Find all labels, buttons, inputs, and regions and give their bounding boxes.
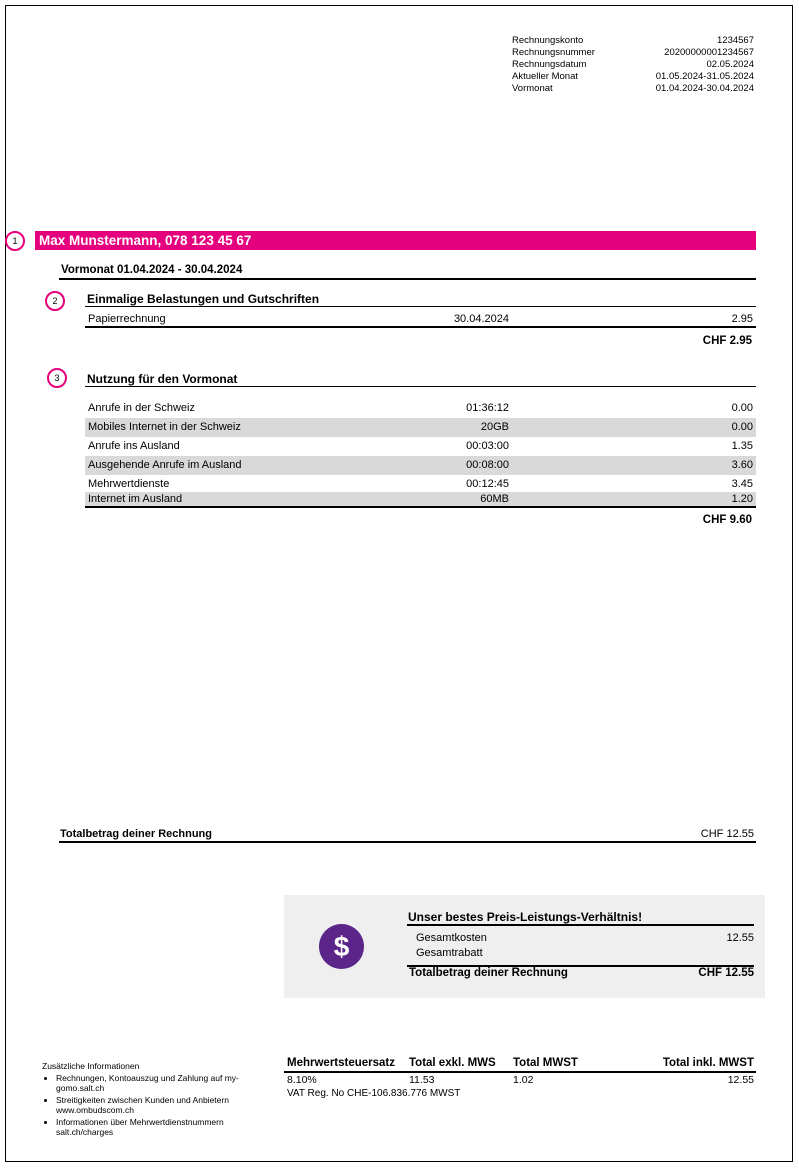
promo-total: Totalbetrag deiner Rechnung CHF 12.55 xyxy=(409,967,754,979)
section-usage-rule xyxy=(85,386,756,387)
footer-info-item: • Rechnungen, Kontoauszug und Zahlung auf my-gomo.salt.ch xyxy=(56,1073,272,1094)
marker-3: 3 xyxy=(47,368,67,388)
section-one-time-rule xyxy=(85,306,756,307)
customer-bar: Max Munstermann, 078 123 45 67 xyxy=(35,231,756,250)
info-row-previous-month: Vormonat 01.04.2024-30.04.2024 xyxy=(512,83,754,94)
section-usage-total: CHF 9.60 xyxy=(702,514,752,526)
vat-rule xyxy=(284,1071,756,1073)
info-row-number: Rechnungsnummer 20200000001234567 xyxy=(512,47,754,58)
promo-row-discount: Gesamtrabatt xyxy=(416,947,483,959)
vat-header: Mehrwertsteuersatz Total exkl. MWS Total MWST Total inkl. MWST xyxy=(287,1057,754,1069)
period-rule xyxy=(59,278,756,280)
footer-info xyxy=(42,1061,272,1139)
footer-info-item: • Informationen über Mehrwertdienstnummern salt.ch/charges xyxy=(56,1117,272,1138)
grand-total-rule xyxy=(59,841,756,843)
section-usage-title: Nutzung für den Vormonat xyxy=(87,372,238,386)
info-row-date: Rechnungsdatum 02.05.2024 xyxy=(512,59,754,70)
section-one-time-total: CHF 2.95 xyxy=(702,335,752,347)
promo-row-costs: Gesamtkosten 12.55 xyxy=(416,932,754,944)
info-row-account: Rechnungskonto 1234567 xyxy=(512,35,754,46)
grand-total-label: Totalbetrag deiner Rechnung xyxy=(60,828,212,840)
table-row: Internet im Ausland 60MB 1.20 xyxy=(85,492,756,506)
marker-1: 1 xyxy=(5,231,25,251)
section-usage-bottom-rule xyxy=(85,506,756,508)
table-row: Ausgehende Anrufe im Ausland 00:08:00 3.60 xyxy=(85,456,756,475)
table-row: Anrufe ins Ausland 00:03:00 1.35 xyxy=(88,440,753,452)
period-title: Vormonat 01.04.2024 - 30.04.2024 xyxy=(61,264,243,276)
invoice-info xyxy=(512,35,754,95)
marker-2: 2 xyxy=(45,291,65,311)
grand-total xyxy=(60,828,754,840)
section-one-time-bottom-rule xyxy=(85,326,756,328)
promo-title: Unser bestes Preis-Leistungs-Verhältnis! xyxy=(408,910,643,924)
vat-values: 8.10% 11.53 1.02 12.55 xyxy=(287,1074,754,1086)
grand-total-value: CHF 12.55 xyxy=(700,828,754,840)
table-row: Mehrwertdienste 00:12:45 3.45 xyxy=(88,478,753,490)
table-row: Papierrechnung 30.04.2024 2.95 xyxy=(88,313,753,325)
table-row: Mobiles Internet in der Schweiz 20GB 0.00 xyxy=(85,418,756,437)
vat-registration: VAT Reg. No CHE-106.836.776 MWST xyxy=(287,1088,461,1099)
table-row: Anrufe in der Schweiz 01:36:12 0.00 xyxy=(88,402,753,414)
footer-info-item: • Streitigkeiten zwischen Kunden und Anbietern www.ombudscom.ch xyxy=(56,1095,272,1116)
footer-info-title: Zusätzliche Informationen xyxy=(42,1061,140,1071)
promo-title-rule xyxy=(407,924,754,926)
section-one-time-title: Einmalige Belastungen und Gutschriften xyxy=(87,292,320,306)
info-row-current-month: Aktueller Monat 01.05.2024-31.05.2024 xyxy=(512,71,754,82)
promo-box xyxy=(284,895,765,998)
dollar-icon: $ xyxy=(319,924,364,969)
